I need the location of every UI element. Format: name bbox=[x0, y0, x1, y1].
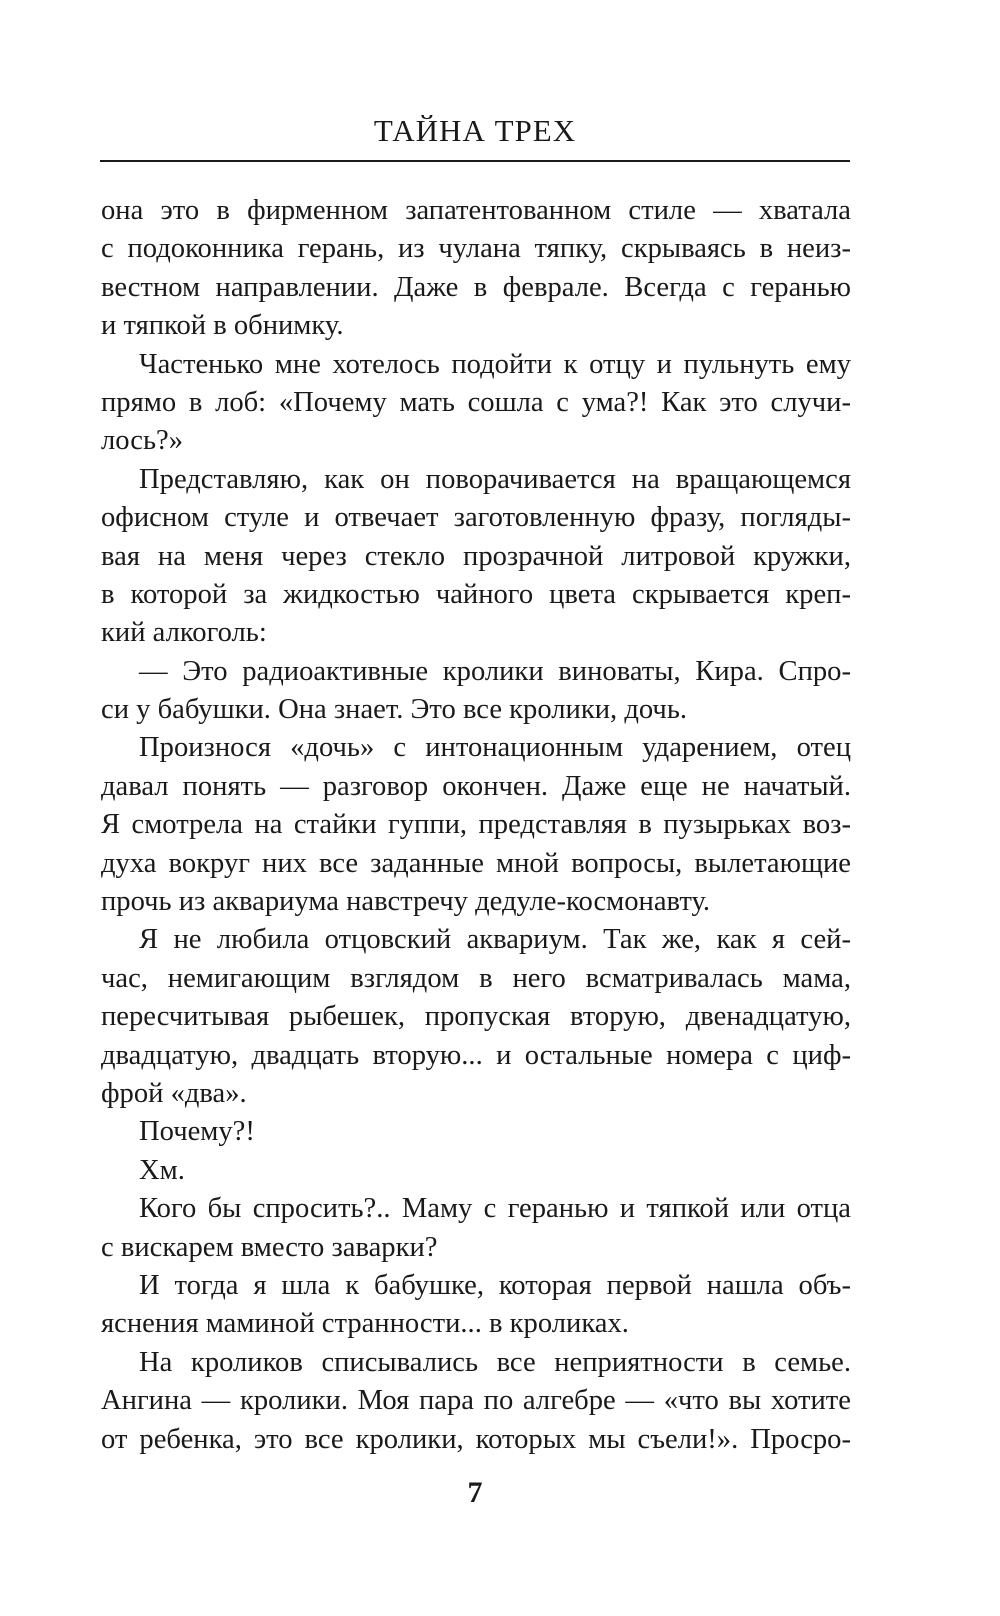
text-line: с подоконника герань, из чулана тяпку, скрываясь в неиз- bbox=[101, 233, 851, 265]
text-line: лось?» bbox=[101, 425, 183, 457]
text-line: час, немигающим взглядом в него всматривалась мама, bbox=[101, 962, 851, 994]
text-line: и тяпкой в обнимку. bbox=[101, 310, 344, 342]
text-line: И тогда я шла к бабушке, которая первой нашла объ- bbox=[139, 1269, 851, 1301]
text-line: вестном направлении. Даже в феврале. Всегда с геранью bbox=[101, 271, 851, 303]
text-line: духа вокруг них все заданные мной вопросы, вылетающие bbox=[101, 847, 851, 879]
text-line: си у бабушки. Она знает. Это все кролики, дочь. bbox=[101, 694, 688, 726]
text-line: Ангина — кролики. Моя пара по алгебре — «что вы хотите bbox=[101, 1385, 851, 1417]
text-line: кий алкоголь: bbox=[101, 617, 267, 649]
page-body-text bbox=[101, 192, 851, 1459]
text-line: прочь из аквариума навстречу дедуле-космонавту. bbox=[101, 886, 711, 918]
text-line: с вискарем вместо заварки? bbox=[101, 1231, 438, 1263]
text-line: пересчитывая рыбешек, пропуская вторую, двенадцатую, bbox=[101, 1001, 851, 1033]
text-line: Частенько мне хотелось подойти к отцу и пульнуть ему bbox=[139, 348, 851, 380]
text-line: Почему?! bbox=[139, 1116, 255, 1148]
text-line: в которой за жидкостью чайного цвета скрывается креп- bbox=[101, 578, 851, 610]
text-line: яснения маминой странности... в кроликах. bbox=[101, 1308, 629, 1340]
text-line: Хм. bbox=[139, 1154, 185, 1186]
text-line: от ребенка, это все кролики, которых мы съели!». Просро- bbox=[101, 1423, 851, 1455]
running-title: ТАЙНА ТРЕХ bbox=[373, 113, 577, 148]
text-line: Кого бы спросить?.. Маму с геранью и тяпкой или отца bbox=[139, 1193, 851, 1225]
text-line: вая на меня через стекло прозрачной литровой кружки, bbox=[101, 540, 851, 572]
text-line: она это в фирменном запатентованном стиле — хватала bbox=[101, 195, 851, 226]
text-line: Представляю, как он поворачивается на вращающемся bbox=[139, 463, 851, 495]
text-line: На кроликов списывались все неприятности в семье. bbox=[139, 1346, 851, 1378]
text-line: офисном стуле и отвечает заготовленную фразу, погляды- bbox=[101, 502, 851, 534]
text-line: Я смотрела на стайки гуппи, представляя в пузырьках воз- bbox=[101, 809, 851, 841]
text-line: Я не любила отцовский аквариум. Так же, как я сей- bbox=[139, 924, 851, 956]
text-line: — Это радиоактивные кролики виноваты, Кира. Спро- bbox=[139, 655, 851, 687]
text-line: фрой «два». bbox=[101, 1077, 247, 1109]
text-line: давал понять — разговор окончен. Даже еще не начатый. bbox=[101, 770, 851, 802]
page-number: 7 bbox=[467, 1476, 483, 1509]
text-line: двадцатую, двадцать вторую... и остальные номера с циф- bbox=[101, 1039, 851, 1071]
text-line: прямо в лоб: «Почему мать сошла с ума?! Как это случи- bbox=[101, 386, 851, 418]
text-line: Произнося «дочь» с интонационным ударением, отец bbox=[139, 732, 851, 764]
header-rule bbox=[100, 160, 850, 162]
